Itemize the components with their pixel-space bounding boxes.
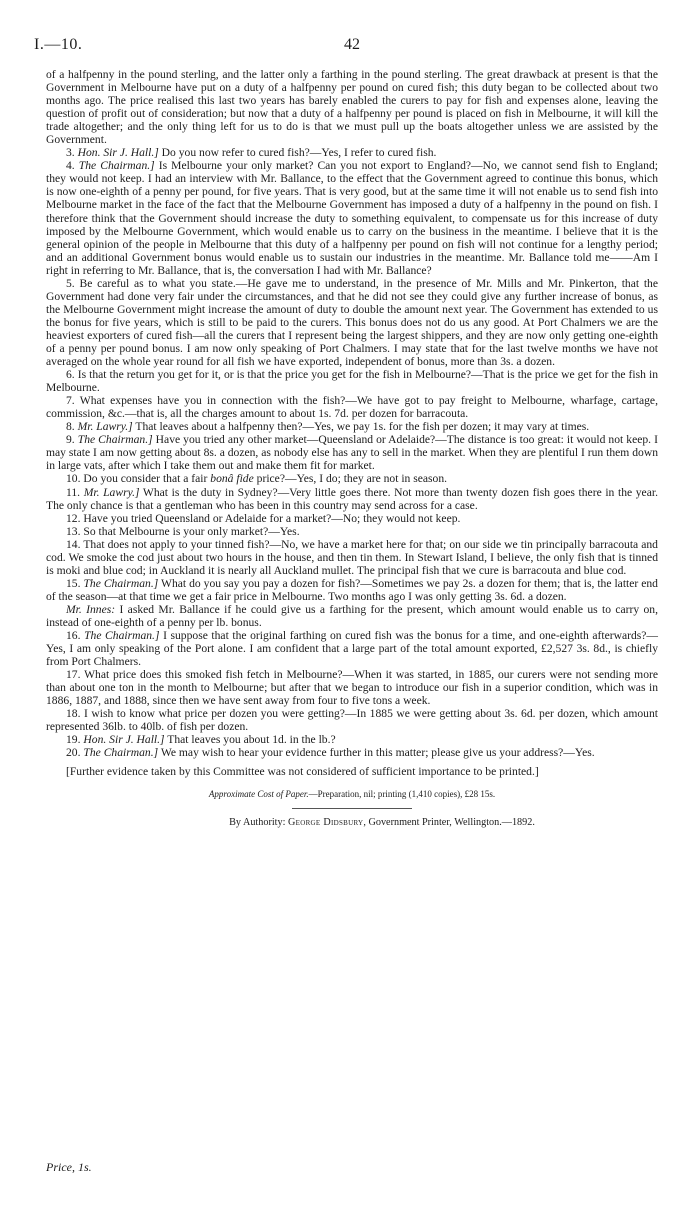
question-9: 9. The Chairman.] Have you tried any other market—Queensland or Adelaide?—The distance is too great: it would not keep. I may state I am now getting about 8s. a dozen, as nobody else has any to sell in the market. When they are plentiful I run them down in large vats, after which I take them out and make them fit for market.: [46, 433, 658, 473]
speaker: Hon. Sir J. Hall.]: [77, 146, 159, 160]
speaker: The Chairman.]: [83, 746, 159, 760]
question-16: 16. The Chairman.] I suppose that the original farthing on cured fish was the bonus for a time, and one-eighth afterwards?—Yes, I am only speaking of the Port alone. I am confident that a large part of the total amount exported, £2,527 3s. 8d., is chiefly from Port Chalmers.: [46, 629, 659, 669]
document-code: I.—10.: [34, 36, 83, 53]
cost-text: —Preparation, nil; printing (1,410 copies), £28 15s.: [308, 788, 496, 799]
question-7: 7. What expenses have you in connection with the fish?—We have got to pay freight to Melbourne, wharfage, cartage, commission, &c.—that is, all the charges amount to about 1s. 7d. per dozen for barracouta.: [46, 394, 658, 421]
speaker: Mr. Innes:: [66, 602, 116, 616]
further-evidence-note: [Further evidence taken by this Committee was not considered of sufficient importance to be printed.]: [66, 765, 539, 779]
page-number: 42: [344, 36, 360, 53]
speaker: The Chairman.]: [78, 159, 155, 173]
price-label: Price, 1s.: [46, 1160, 92, 1174]
document-page: [34, 36, 659, 828]
question-13: 13. So that Melbourne is your only market?—Yes.: [66, 524, 300, 538]
speaker: Hon. Sir J. Hall.]: [83, 733, 165, 747]
evidence-text: [46, 68, 658, 779]
page-header: [34, 36, 658, 68]
question-11: 11. Mr. Lawry.] What is the duty in Sydney?—Very little goes there. Not more than twenty dozen fish goes there in the year. The only chance is that a gentleman who has been in this country may send across for a case.: [46, 485, 658, 512]
question-17: 17. What price does this smoked fish fetch in Melbourne?—When it was started, in 1885, our curers were not sending more than about one ton in the month to Melbourne; but after that we began to introduce our fish in a superior condition, which was in 1886, 1887, and 1888, since then we have sent away from four to five tons a week.: [46, 668, 658, 708]
speaker: The Chairman.]: [77, 433, 153, 447]
question-5: 5. Be careful as to what you state.—He gave me to understand, in the presence of Mr. Mills and Mr. Pinkerton, that the Government had done very fair under the circumstances, and that he did not see they could give any further increase of bonus, as the Melbourne Government might increase the amount of duty to double the amount next year. The Government has extended to us the bonus for five years, which is still to be paid to the curers. This bonus does not do us any good. At Port Chalmers we are the heaviest exporters of cured fish—all the curers that I represent being the largest shippers, and they are now only getting one-eighth of a penny per pound bonus. I am now only speaking of Port Chalmers. I may state that for the last twelve months we have not averaged on the whole year round for all fish we have exported, independent of bonus, more than 3s. a dozen.: [46, 276, 658, 369]
question-18: 18. I wish to know what price per dozen you were getting?—In 1885 we were getting about 3s. 6d. per dozen, which amount represented 36lb. to 40lb. of fish per dozen.: [46, 707, 658, 734]
latin-phrase: bonâ fide: [210, 472, 254, 486]
cost-label: Approximate Cost of Paper.: [208, 788, 309, 799]
speaker: Mr. Lawry.]: [77, 420, 133, 434]
divider-rule: [292, 808, 412, 809]
question-20: 20. The Chairman.] We may wish to hear your evidence further in this matter; please give us your address?—Yes.: [66, 746, 595, 760]
question-6: 6. Is that the return you get for it, or is that the price you get for the fish in Melbourne?—That is the price we get for the fish in Melbourne.: [46, 368, 658, 395]
question-12: 12. Have you tried Queensland or Adelaide for a market?—No; they would not keep.: [66, 511, 461, 525]
question-15: 15. The Chairman.] What do you say you pay a dozen for fish?—Sometimes we pay 2s. a dozen for them; that is, the latter end of the season—at that time we get a fair price in Melbourne. Two months ago I was only getting 3s. 6d. a dozen.: [46, 576, 658, 603]
question-4: 4. The Chairman.] Is Melbourne your only market? Can you not export to England?—No, we cannot send fish to England; they would not keep. I had an interview with Mr. Ballance, to the effect that the Government agreed to continue this bonus, which is now one-eighth of a penny per pound, for five years. That is very good, but at the same time it will not enable us to send fish into Melbourne market in the face of the fact that the Melbourne Government has imposed a duty of a halfpenny in the pound on fish. I therefore think that the Government should increase the duty to something equivalent, to compensate us for this increase of duty imposed by the Melbourne Government, which would enable us to carry on the business in the meantime. I believe that it is the general opinion of the people in Melbourne that this duty of a halfpenny per pound on fish will not continue for a lengthy period; and an additional Government bonus would enable us to sustain our industries in the meantime. Mr. Ballance told me——Am I right in referring to Mr. Ballance, that is, the conversation I had with Mr. Ballance?: [46, 159, 658, 277]
question-3: 3. Hon. Sir J. Hall.] Do you now refer to cured fish?—Yes, I refer to cured fish.: [66, 146, 437, 160]
printer-authority: By Authority: George Didsbury, Government Printer, Wellington.—1892.: [229, 816, 535, 828]
paragraph-continuation: of a halfpenny in the pound sterling, and the latter only a farthing in the pound sterling. The great drawback at present is that the Government in Melbourne have put on a duty of a halfpenny per pound on cured fish; this duty began to be collected about two months ago. The price realised this last two years has barely enabled the curers to pay for fish and expenses alone, leaving the question of profit out of consideration; but now that a duty of a halfpenny per pound is placed on fish in Melbourne, it will kill the trade altogether; and the only thing left for us to do is that we must pull up the boats altogether unless we are assisted by the Government.: [46, 68, 658, 147]
statement-innes: Mr. Innes: I asked Mr. Ballance if he could give us a farthing for the present, which amount would enable us to carry on, instead of one-eighth of a penny per lb. bonus.: [46, 602, 658, 629]
speaker: The Chairman.]: [83, 576, 159, 590]
question-10: 10. Do you consider that a fair bonâ fide price?—Yes, I do; they are not in season.: [66, 472, 448, 486]
speaker: The Chairman.]: [84, 629, 160, 643]
question-8: 8. Mr. Lawry.] That leaves about a halfpenny then?—Yes, we pay 1s. for the fish per dozen; it may vary at times.: [66, 420, 590, 434]
printer-name: George Didsbury: [287, 816, 364, 828]
cost-note: [46, 789, 658, 799]
question-19: 19. Hon. Sir J. Hall.] That leaves you about 1d. in the lb.?: [66, 733, 336, 747]
question-14: 14. That does not apply to your tinned fish?—No, we have a market here for that; on our side we tin principally barracouta and cod. We smoke the cod just about two hours in the house, and then tin them. In Stewart Island, I believe, the only fish that is tinned is moki and blue cod; in Auckland it is nearly all Auckland mullet. The principal fish that we cure is barracouta and blue cod.: [46, 537, 658, 577]
speaker: Mr. Lawry.]: [83, 485, 140, 499]
